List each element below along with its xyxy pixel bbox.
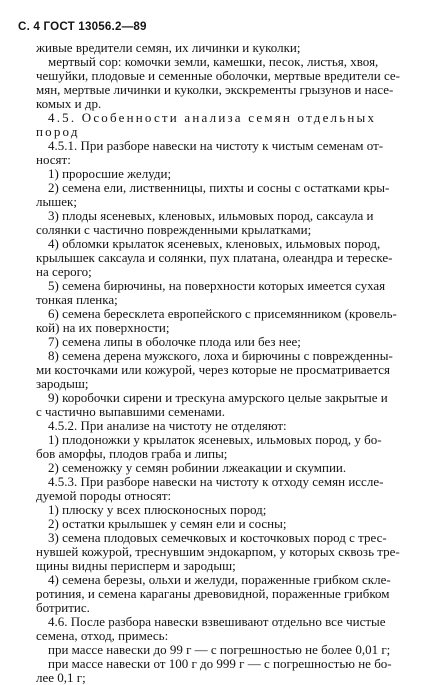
- page-header: С. 4 ГОСТ 13056.2—89: [18, 20, 147, 33]
- text-line: мян, мертвые личинки и куколки, экскременты грызунов и насе-: [36, 82, 394, 97]
- text-line: лышек;: [36, 194, 77, 209]
- text-line: ротиния, и семена караганы древовидной, пораженные грибком: [36, 586, 390, 601]
- text-line: 4.5.2. При анализе на чистоту не отделяют:: [48, 418, 287, 433]
- list-item: 8) семена дерена мужского, лоха и бирючины с поврежденны-: [48, 348, 393, 363]
- list-item: 7) семена липы в оболочке плода или без нее;: [48, 334, 301, 349]
- list-item: 2) семена ели, лиственницы, пихты и сосны с остатками кры-: [48, 180, 390, 195]
- text-line: с частично выпавшими семенами.: [36, 404, 225, 419]
- text-line: крылышек саксаула и солянки, пух платана, олеандра и тереске-: [36, 250, 393, 265]
- text-line: при массе навески от 100 г до 999 г — с погрешностью не бо-: [48, 656, 392, 671]
- text-line: дуемой породы относят:: [36, 488, 172, 503]
- text-line: кой) на их поверхности;: [36, 320, 170, 335]
- text-line: комых и др.: [36, 96, 102, 111]
- text-line: мертвый сор: комочки земли, камешки, песок, листья, хвоя,: [48, 54, 379, 69]
- text-line: бов аморфы, плодов граба и липы;: [36, 446, 228, 461]
- list-item: 3) плоды ясеневых, кленовых, ильмовых пород, саксаула и: [48, 208, 374, 223]
- list-item: 9) коробочки сирени и трескуна амурского целые закрытые и: [48, 390, 388, 405]
- section-heading-cont: пород: [36, 124, 80, 139]
- list-item: 2) остатки крылышек у семян ели и сосны;: [48, 516, 287, 531]
- text-line: живые вредители семян, их личинки и куколки;: [36, 40, 301, 55]
- text-line: тонкая пленка;: [36, 292, 118, 307]
- text-line: чешуйки, плодовые и семенные оболочки, мертвые вредители се-: [36, 68, 400, 83]
- text-line: при массе навески до 99 г — с погрешностью не более 0,01 г;: [48, 642, 391, 657]
- text-line: 4.5.1. При разборе навески на чистоту к чистым семенам от-: [48, 138, 384, 153]
- text-line: 4.5.3. При разборе навески на чистоту к отходу семян иссле-: [48, 474, 384, 489]
- list-item: 1) плодоножки у крылаток ясеневых, ильмовых пород, у бо-: [48, 432, 382, 447]
- list-item: 2) семеножку у семян робинии лжеакации и скумпии.: [48, 460, 347, 475]
- text-line: на серого;: [36, 264, 92, 279]
- list-item: 4) семена березы, ольхи и желуди, пораженные грибком скле-: [48, 572, 391, 587]
- text-line: семена, отход, примесь:: [36, 628, 169, 643]
- list-item: 1) плюску у всех плюсконосных пород;: [48, 502, 267, 517]
- text-line: зародыш;: [36, 376, 89, 391]
- text-line: 4.6. После разбора навески взвешивают отдельно все чистые: [48, 614, 386, 629]
- text-line: нувшей кожурой, треснувшим эндокарпом, у которых сквозь тре-: [36, 544, 400, 559]
- list-item: 1) проросшие желуди;: [48, 166, 172, 181]
- text-line: носят:: [36, 152, 71, 167]
- text-line: ботритис.: [36, 600, 90, 615]
- list-item: 6) семена бересклета европейского с присемянником (кровель-: [48, 306, 397, 321]
- list-item: 4) обломки крылаток ясеневых, кленовых, ильмовых пород,: [48, 236, 381, 251]
- text-line: ми косточками или кожурой, через которые не просматривается: [36, 362, 391, 377]
- text-line: солянки с частично поврежденными крылатками;: [36, 222, 312, 237]
- text-line: щины видны перисперм и зародыш;: [36, 558, 236, 573]
- section-heading: 4.5. Особенности анализа семян отдельных: [48, 110, 377, 125]
- text-line: лее 0,1 г;: [36, 670, 86, 685]
- list-item: 5) семена бирючины, на поверхности которых имеется сухая: [48, 278, 386, 293]
- list-item: 3) семена плодовых семечковых и косточковых пород с трес-: [48, 530, 387, 545]
